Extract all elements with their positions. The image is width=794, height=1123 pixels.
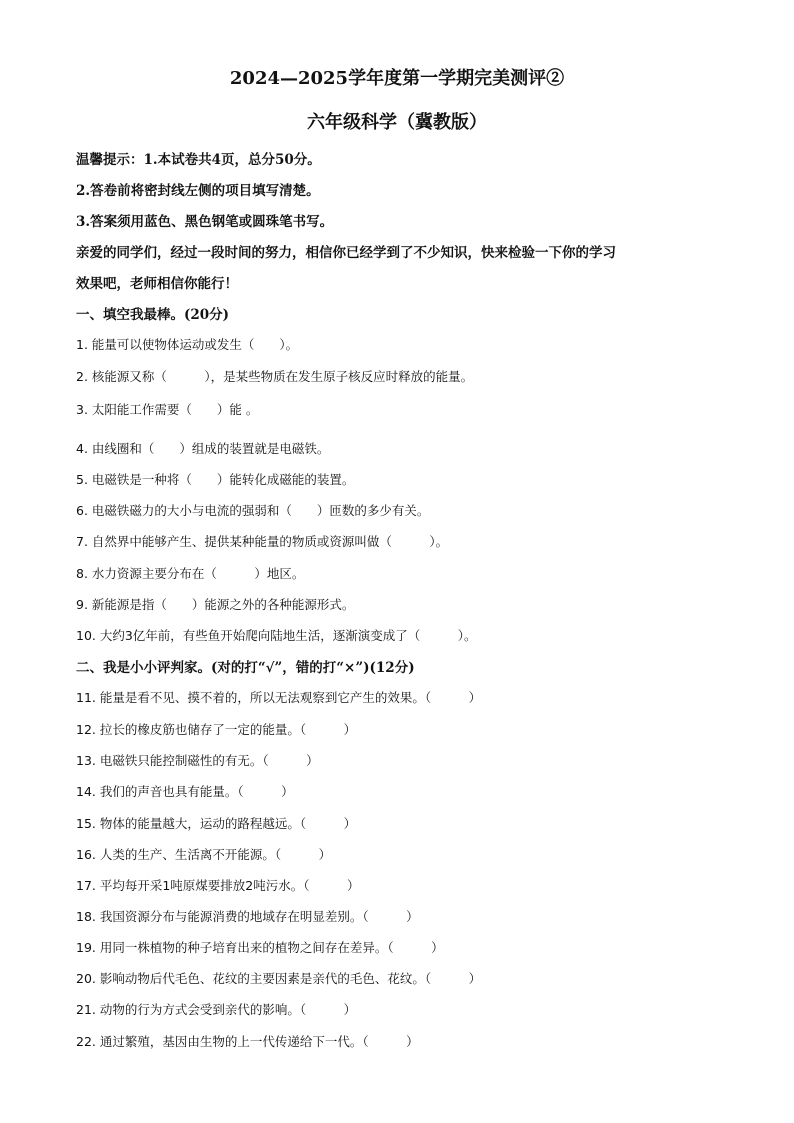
- question-11: 11. 能量是看不见、摸不着的，所以无法观察到它产生的效果。（ ）: [76, 690, 482, 705]
- note-intro-1: 亲爱的同学们，经过一段时间的努力，相信你已经学到了不少知识，快来检验一下你的学习: [76, 245, 616, 261]
- exam-title: 2024—2025学年度第一学期完美测评②: [229, 68, 565, 89]
- question-18: 18. 我国资源分布与能源消费的地域存在明显差别。（ ）: [76, 909, 419, 924]
- question-22: 22. 通过繁殖，基因由生物的上一代传递给下一代。（ ）: [76, 1034, 419, 1049]
- section2-heading: 二、我是小小评判家。(对的打“√”，错的打“×”)(12分): [76, 660, 415, 676]
- note-2: 2.答卷前将密封线左侧的项目填写清楚。: [76, 183, 320, 199]
- question-1: 1. 能量可以使物体运动或发生（ ）。: [76, 337, 299, 352]
- question-12: 12. 拉长的橡皮筋也储存了一定的能量。（ ）: [76, 722, 357, 737]
- question-17: 17. 平均每开采1吨原煤要排放2吨污水。（ ）: [76, 878, 360, 893]
- note-1: 温馨提示：1.本试卷共4页，总分50分。: [76, 152, 321, 168]
- question-3: 3. 太阳能工作需要（ ）能 。: [76, 402, 259, 417]
- question-8: 8. 水力资源主要分布在（ ）地区。: [76, 566, 305, 581]
- exam-subtitle: 六年级科学（冀教版）: [307, 112, 487, 133]
- question-16: 16. 人类的生产、生活离不开能源。（ ）: [76, 847, 332, 862]
- note-intro-2: 效果吧，老师相信你能行！: [76, 276, 238, 292]
- question-20: 20. 影响动物后代毛色、花纹的主要因素是亲代的毛色、花纹。（ ）: [76, 971, 482, 986]
- question-2: 2. 核能源又称（ ），是某些物质在发生原子核反应时释放的能量。: [76, 369, 474, 384]
- question-5: 5. 电磁铁是一种将（ ）能转化成磁能的装置。: [76, 472, 355, 487]
- question-9: 9. 新能源是指（ ）能源之外的各种能源形式。: [76, 597, 355, 612]
- question-15: 15. 物体的能量越大，运动的路程越远。（ ）: [76, 816, 357, 831]
- question-21: 21. 动物的行为方式会受到亲代的影响。（ ）: [76, 1002, 357, 1017]
- question-10: 10. 大约3亿年前，有些鱼开始爬向陆地生活，逐渐演变成了（ ）。: [76, 628, 477, 643]
- question-6: 6. 电磁铁磁力的大小与电流的强弱和（ ）匝数的多少有关。: [76, 503, 430, 518]
- question-14: 14. 我们的声音也具有能量。（ ）: [76, 784, 294, 799]
- note-3: 3.答案须用蓝色、黑色钢笔或圆珠笔书写。: [76, 214, 334, 230]
- question-4: 4. 由线圈和（ ）组成的装置就是电磁铁。: [76, 441, 330, 456]
- question-7: 7. 自然界中能够产生、提供某种能量的物质或资源叫做（ ）。: [76, 534, 449, 549]
- question-19: 19. 用同一株植物的种子培育出来的植物之间存在差异。（ ）: [76, 940, 444, 955]
- section1-heading: 一、填空我最棒。(20分): [76, 307, 230, 323]
- question-13: 13. 电磁铁只能控制磁性的有无。（ ）: [76, 753, 319, 768]
